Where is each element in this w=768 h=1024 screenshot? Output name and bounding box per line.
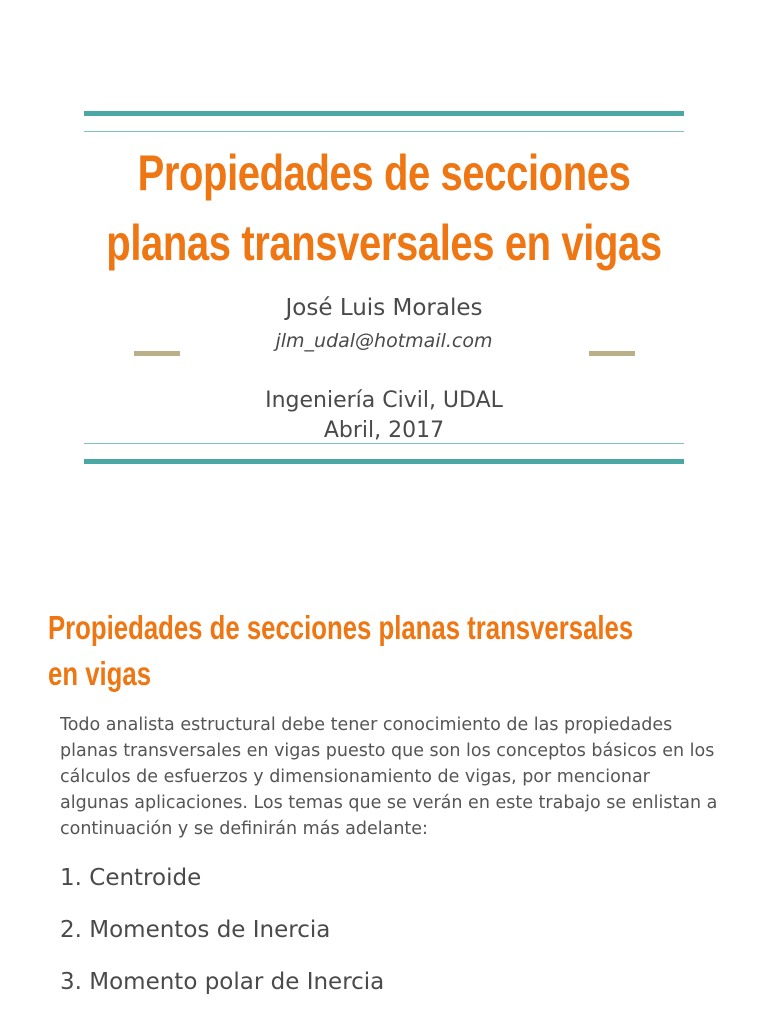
institution: Ingeniería Civil, UDAL [265,388,503,413]
section-heading [48,605,719,697]
section-heading-line-2: en vigas [48,655,152,692]
title-line-1: Propiedades de secciones [137,145,631,201]
author-email: jlm_udal@hotmail.com [275,330,493,352]
right-dash-decoration [589,351,635,356]
list-item: 2. Momentos de Inercia [60,917,331,943]
slide-title [77,138,691,278]
bottom-thick-rule [84,459,684,464]
top-thick-rule [84,111,684,116]
bottom-thin-rule [84,443,684,444]
top-thin-rule [84,131,684,132]
author-name: José Luis Morales [285,295,483,321]
title-line-2: planas transversales en vigas [106,215,662,271]
list-item: 3. Momento polar de Inercia [60,969,385,995]
left-dash-decoration [134,351,180,356]
list-item: 1. Centroide [60,865,202,891]
topic-list [60,860,384,1016]
presentation-date: Abril, 2017 [323,418,445,443]
intro-paragraph: Todo analista estructural debe tener conocimiento de las propiedades planas transversales en vigas puesto que son los conceptos básicos en los cálculos de esfuerzos y dimensionamiento de vigas, por mencionar algunas aplicaciones. Los temas que se verán en este trabajo se enlistan a continuación y se definirán más adelante: [60,715,718,839]
section-heading-line-1: Propiedades de secciones planas transversales [48,609,634,646]
